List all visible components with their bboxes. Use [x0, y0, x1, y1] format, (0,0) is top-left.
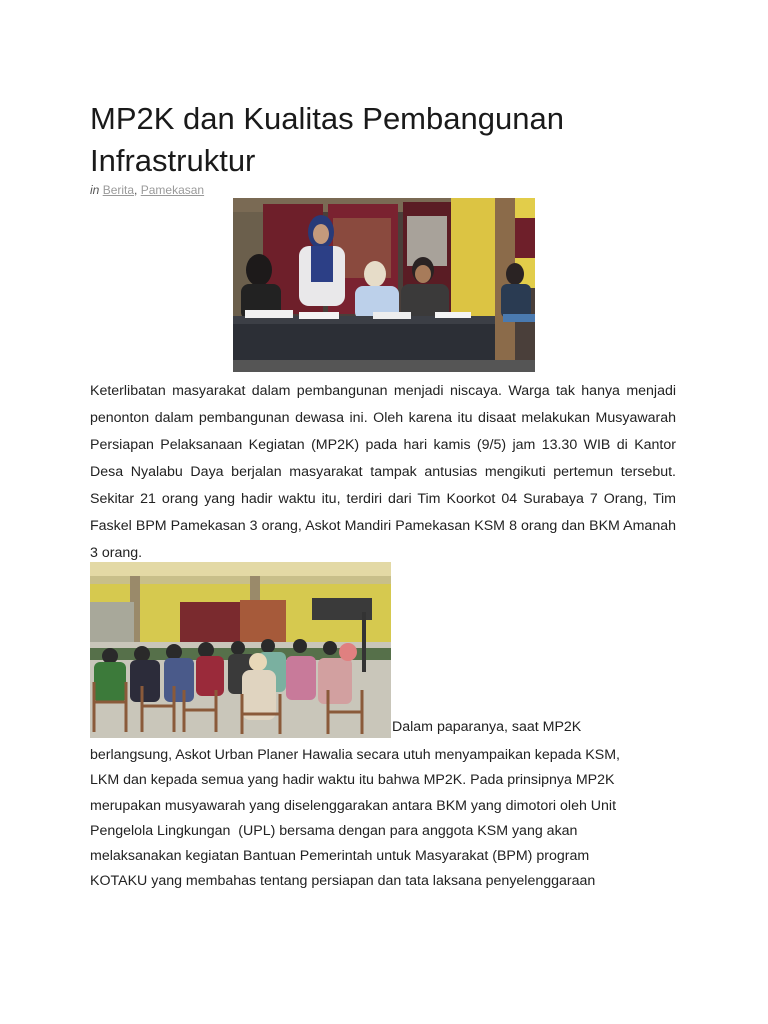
article-meta — [90, 183, 204, 197]
meeting-photo-1 — [233, 198, 535, 372]
paragraph-2-line: KOTAKU yang membahas tentang persiapan dan tata laksana penyelenggaraan — [90, 873, 596, 890]
article-paragraph-2 — [90, 743, 690, 895]
meta-prefix: in — [90, 183, 100, 197]
paragraph-2-line: berlangsung, Askot Urban Planer Hawalia secara utuh menyampaikan kepada KSM, — [90, 747, 620, 763]
meta-separator: , — [134, 183, 141, 197]
paragraph-2-line: melaksanakan kegiatan Bantuan Pemerintah untuk Masyarakat (BPM) program — [90, 848, 590, 865]
paragraph-2-line: LKM dan kepada semua yang hadir waktu itu bahwa MP2K. Pada prinsipnya MP2K — [90, 772, 615, 789]
article-paragraph-2-lead: Dalam paparanya, saat MP2K — [392, 719, 582, 735]
meeting-photo-2 — [90, 562, 391, 738]
meeting-photo-2-illustration — [90, 562, 391, 738]
paragraph-2-line: merupakan musyawarah yang diselenggarakan antara BKM yang dimotori oleh Unit — [90, 797, 617, 814]
article-paragraph-1: Keterlibatan masyarakat dalam pembangunan menjadi niscaya. Warga tak hanya menjadi penonton dalam pembangunan dewasa ini. Oleh karena itu disaat melakukan Musyawarah Persiapan Pelaksanaan Kegiatan (MP2K) pada hari kamis (9/5) jam 13.30 WIB di Kantor Desa Nyalabu Daya berjalan masyarakat tampak antusias mengikuti pertemun tersebut. Sekitar 21 orang yang hadir waktu itu, terdiri dari Tim Koorkot 04 Surabaya 7 Orang, Tim Faskel BPM Pamekasan 3 orang, Askot Mandiri Pamekasan KSM 8 orang dan BKM Amanah 3 orang. — [90, 383, 676, 561]
meeting-photo-1-illustration — [233, 198, 535, 372]
article-title: MP2K dan Kualitas Pembangunan Infrastruktur — [90, 101, 564, 178]
paragraph-2-line: Pengelola Lingkungan (UPL) bersama dengan para anggota KSM yang akan — [90, 822, 578, 839]
category-link-pamekasan[interactable]: Pamekasan — [140, 183, 205, 197]
category-link-berita[interactable]: Berita — [102, 183, 135, 197]
